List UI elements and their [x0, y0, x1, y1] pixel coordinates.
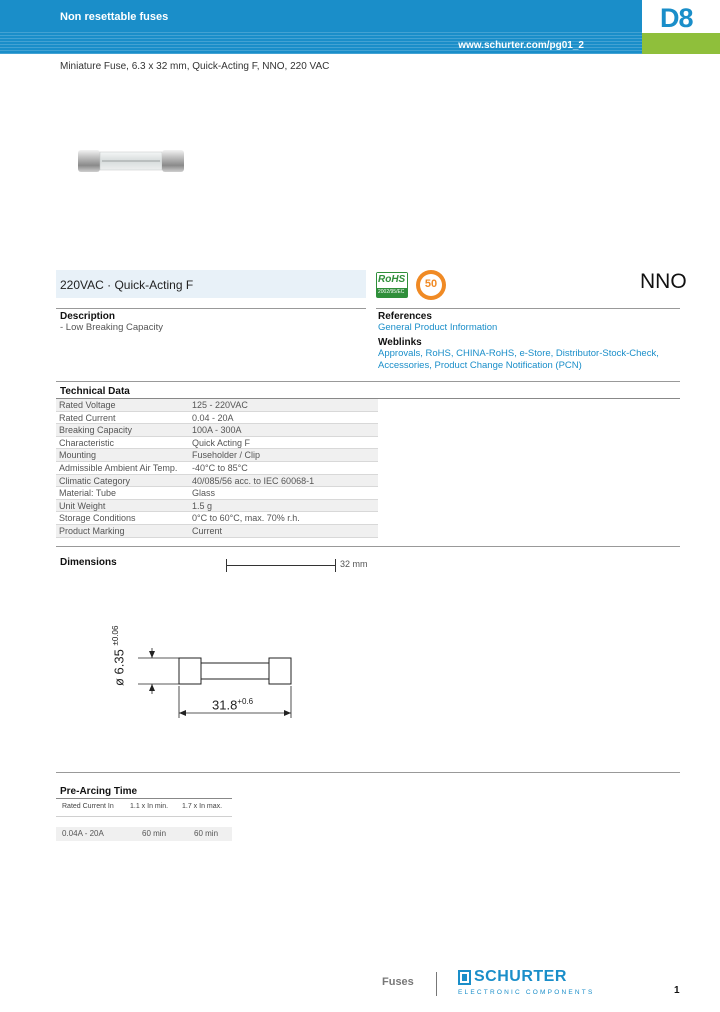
length-label: 31.8 — [212, 697, 238, 713]
length-tolerance: +0.6 — [237, 697, 254, 706]
row-value: Glass — [192, 488, 216, 499]
footer-category: Fuses — [382, 976, 414, 988]
col-max: 1.7 x In max. — [182, 803, 223, 810]
diameter-label: ø 6.35 — [111, 649, 127, 686]
table-row — [56, 412, 378, 425]
table-row — [56, 424, 378, 437]
china-rohs-badge — [416, 270, 446, 300]
row-value: 0.04 - 20A — [192, 412, 234, 423]
rohs-badge — [376, 272, 408, 298]
row-value: 0°C to 60°C, max. 70% r.h. — [192, 513, 300, 524]
row-label: Material: Tube — [59, 488, 117, 499]
row-value: Fuseholder / Clip — [192, 450, 261, 461]
header-url-link[interactable]: www.schurter.com/pg01_2 — [458, 40, 584, 51]
row-label: Rated Current — [59, 412, 116, 423]
col-min: 1.1 x In min. — [130, 803, 169, 810]
table-row — [56, 462, 378, 475]
fuse-product-image — [76, 146, 186, 176]
weblinks-heading: Weblinks — [378, 337, 422, 348]
scale-bar — [226, 565, 336, 566]
row-label: Product Marking — [59, 526, 125, 536]
technical-data-heading: Technical Data — [60, 386, 130, 397]
row-current: 0.04A - 20A — [62, 829, 104, 838]
row-value: -40°C to 85°C — [192, 463, 248, 473]
description-item: - Low Breaking Capacity — [60, 322, 163, 333]
row-label: Rated Voltage — [59, 400, 116, 410]
row-min: 60 min — [142, 829, 167, 838]
row-label: Mounting — [59, 450, 97, 461]
dimensions-heading: Dimensions — [60, 557, 117, 568]
scale-bar-tick — [335, 559, 336, 572]
weblinks-line-2[interactable]: Accessories, Product Change Notification (PCN) — [378, 360, 582, 371]
brand-subtitle: ELECTRONIC COMPONENTS — [458, 989, 595, 996]
schurter-logo-icon — [458, 970, 471, 985]
fuse-dimension-drawing — [130, 636, 310, 726]
length-dimension — [212, 697, 253, 712]
row-value: Current — [192, 526, 223, 536]
row-value: 125 - 220VAC — [192, 400, 248, 410]
row-label: Storage Conditions — [59, 513, 136, 524]
divider — [56, 772, 680, 773]
diameter-dimension — [111, 626, 126, 686]
china-rohs-years: 50 — [424, 278, 438, 290]
row-value: 100A - 300A — [192, 425, 242, 436]
references-heading: References — [378, 311, 432, 322]
pre-arcing-top-rule — [56, 798, 232, 799]
section-code: D8 — [660, 3, 693, 33]
table-row — [56, 512, 378, 525]
table-row — [56, 399, 378, 412]
row-max: 60 min — [194, 829, 219, 838]
row-value: Quick Acting F — [192, 437, 251, 448]
diameter-tolerance: ±0.06 — [111, 625, 120, 646]
page-number: 1 — [674, 985, 680, 996]
table-row — [56, 500, 378, 513]
section-tab-accent — [642, 33, 720, 54]
description-heading: Description — [60, 311, 116, 322]
row-value: 40/085/56 acc. to IEC 60068-1 — [192, 475, 315, 486]
pre-arcing-heading: Pre-Arcing Time — [60, 786, 138, 797]
scale-bar-tick — [226, 559, 227, 572]
general-info-link[interactable]: General Product Information — [378, 322, 498, 333]
table-top-rule-right — [378, 398, 680, 399]
divider — [56, 546, 680, 547]
product-band-text: 220VAC · Quick-Acting F — [60, 278, 194, 292]
table-row — [56, 475, 378, 488]
product-subtitle: Miniature Fuse, 6.3 x 32 mm, Quick-Acting F, NNO, 220 VAC — [60, 61, 330, 72]
pre-arcing-row — [56, 827, 232, 841]
footer-divider — [436, 972, 437, 996]
table-row — [56, 525, 378, 538]
rohs-badge-text: RoHS — [378, 274, 406, 285]
rohs-badge-subtext: 2002/95/EC — [378, 289, 405, 295]
row-label: Unit Weight — [59, 500, 106, 511]
divider — [56, 308, 366, 309]
series-name: NNO — [640, 270, 687, 293]
row-value: 1.5 g — [192, 500, 213, 511]
row-label: Breaking Capacity — [59, 425, 133, 436]
table-row — [56, 487, 378, 500]
col-rated-current: Rated Current In — [62, 803, 114, 810]
table-row — [56, 449, 378, 462]
pre-arcing-header-row — [56, 800, 232, 817]
brand-name: SCHURTER — [474, 968, 567, 985]
row-label: Admissible Ambient Air Temp. — [59, 463, 178, 473]
header-title: Non resettable fuses — [60, 11, 169, 23]
row-label: Climatic Category — [59, 475, 131, 486]
row-label: Characteristic — [59, 437, 115, 448]
scale-label: 32 mm — [340, 559, 368, 569]
weblinks-line-1[interactable]: Approvals, RoHS, CHINA-RoHS, e-Store, Distributor-Stock-Check, — [378, 348, 659, 359]
table-row — [56, 437, 378, 450]
divider — [376, 308, 680, 309]
divider — [56, 381, 680, 382]
